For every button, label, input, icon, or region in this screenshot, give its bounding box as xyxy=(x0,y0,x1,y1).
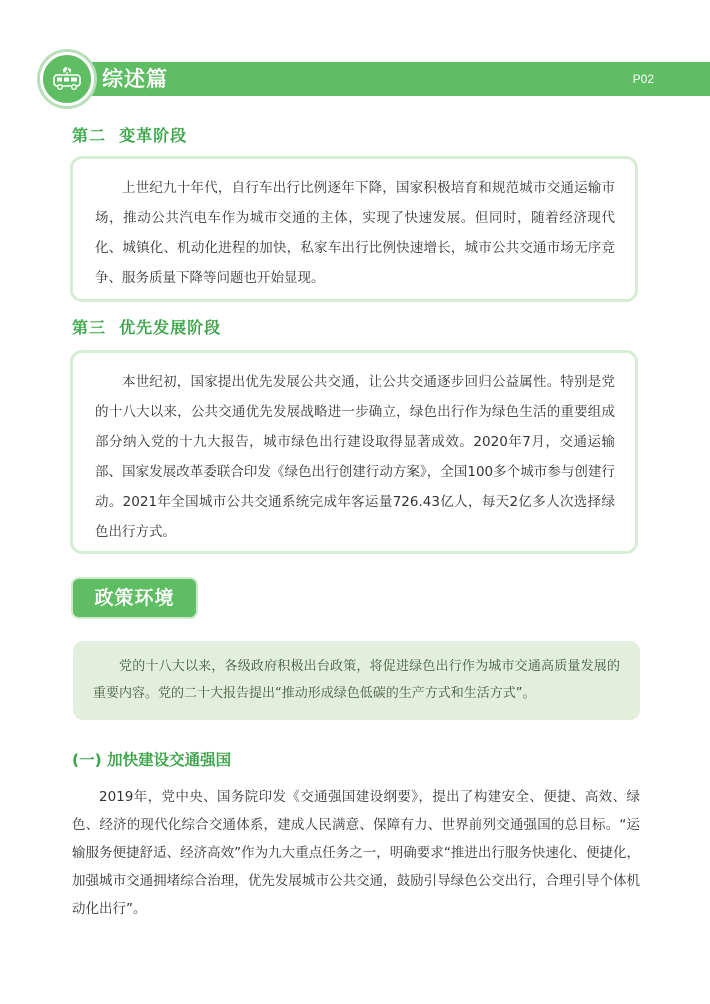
stage3-heading: 第三 优先发展阶段 xyxy=(72,318,222,337)
header-logo xyxy=(40,52,94,106)
bus-icon xyxy=(51,65,83,93)
policy-intro-text: 党的十八大以来，各级政府积极出台政策，将促进绿色出行作为城市交通高质量发展的重要内容。党的二十大报告提出“推动形成绿色低碳的生产方式和生活方式”。 xyxy=(93,659,620,701)
section1-heading: (一) 加快建设交通强国 xyxy=(72,751,232,769)
policy-intro-panel xyxy=(73,641,640,720)
stage3-body: 本世纪初，国家提出优先发展公共交通，让公共交通逐步回归公益属性。特别是党的十八大以来，公共交通优先发展战略进一步确立，绿色出行作为绿色生活的重要组成部分纳入党的十九大报告，城市绿色出行建设取得显著成效。2020年7月，交通运输部、国家发展改革委联合印发《绿色出行创建行动方案》，全国100多个城市参与创建行动。2021年全国城市公共交通系统完成年客运量726.43亿人，每天2亿多人次选择绿色出行方式。 xyxy=(95,374,615,540)
stage2-body: 上世纪九十年代，自行车出行比例逐年下降，国家积极培育和规范城市交通运输市场，推动公共汽电车作为城市交通的主体，实现了快速发展。但同时，随着经济现代化、城镇化、机动化进程的加快，私家车出行比例快速增长，城市公共交通市场无序竞争、服务质量下降等问题也开始显现。 xyxy=(95,180,615,286)
stage3-text-box xyxy=(70,350,638,554)
section-title: 综述篇 xyxy=(102,67,168,91)
section1-body: 2019年，党中央、国务院印发《交通强国建设纲要》，提出了构建安全、便捷、高效、绿色、经济的现代化综合交通体系，建成人民满意、保障有力、世界前列交通强国的总目标。“运输服务便捷舒适、经济高效”作为九大重点任务之一，明确要求“推进出行服务快速化、便捷化，加强城市交通拥堵综合治理，优先发展城市公共交通，鼓励引导绿色公交出行，合理引导个体机动化出行”。 xyxy=(72,789,640,917)
header-bar xyxy=(62,62,710,96)
stage2-text-box xyxy=(70,156,638,302)
policy-environment-tag: 政策环境 xyxy=(73,579,196,617)
page-number: P02 xyxy=(632,72,654,86)
stage2-heading: 第二 变革阶段 xyxy=(72,126,188,145)
